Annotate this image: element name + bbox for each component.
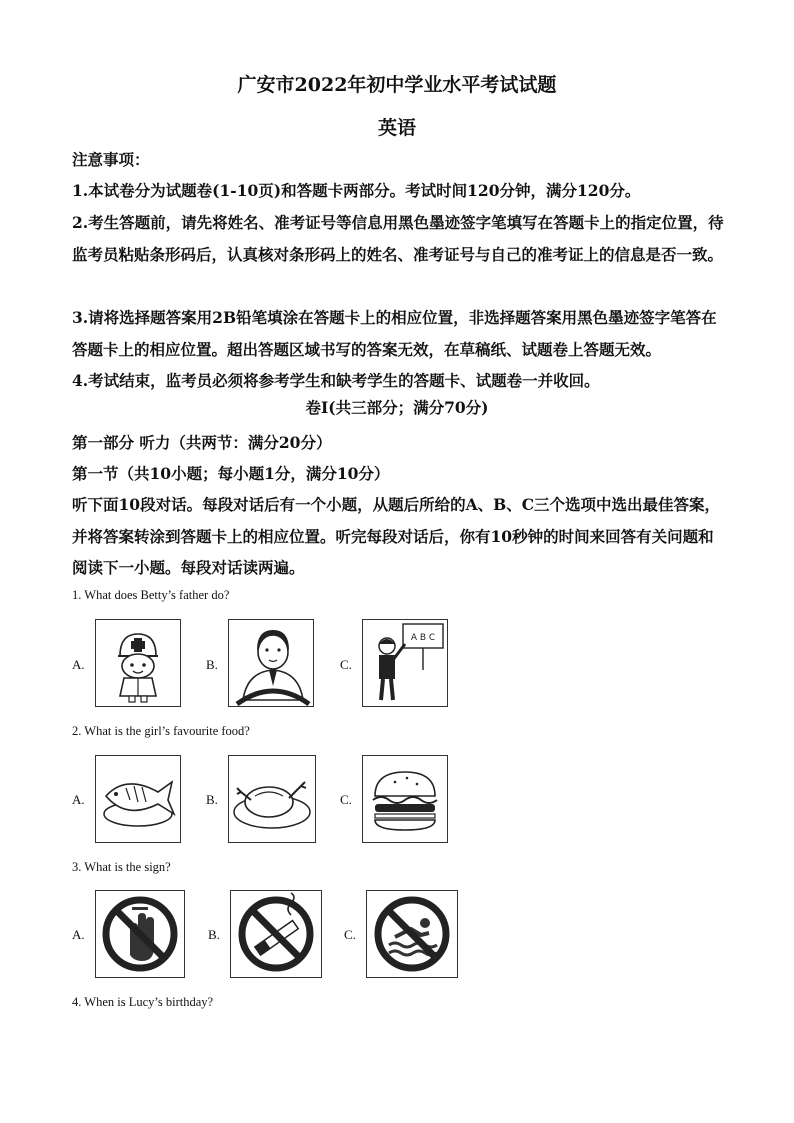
q3-option-b-label: B. bbox=[208, 927, 220, 942]
q1-option-a-label: A. bbox=[72, 657, 85, 672]
note-item-1: 1.本试卷分为试题卷(1-10页)和答题卡两部分。考试时间120分钟，满分120分。 bbox=[72, 181, 641, 200]
q3-option-a-label: A. bbox=[72, 927, 85, 942]
board-text: A B C bbox=[410, 633, 436, 643]
note-item-3: 3.请将选择题答案用2B铅笔填涂在答题卡上的相应位置，非选择题答案用黑色墨迹签字笔答在答题卡上的相应位置。超出答题区域书写的答案无效，在草稿纸、试题卷上答题无效。 bbox=[72, 308, 717, 359]
volume-heading: 卷Ⅰ(共三部分；满分70分) bbox=[305, 398, 489, 417]
q2-option-a-label: A. bbox=[72, 792, 85, 807]
hamburger-icon bbox=[362, 755, 448, 843]
question-4: 4. When is Lucy’s birthday? bbox=[72, 995, 214, 1009]
no-swimming-icon bbox=[366, 890, 458, 978]
listening-instructions: 听下面10段对话。每段对话后有一个小题，从题后所给的A、B、C三个选项中选出最佳答案，并将答案转涂到答题卡上的相应位置。听完每段对话后，你有10秒钟的时间来回答有关问题和阅读下一小题。每段对话读两遍。 bbox=[72, 495, 721, 577]
fish-icon bbox=[95, 755, 181, 843]
notes-heading: 注意事项： bbox=[72, 150, 150, 169]
doctor-icon bbox=[95, 619, 181, 707]
section1-heading: 第一节（共10小题；每小题1分，满分10分） bbox=[72, 464, 390, 483]
q2-option-b-label: B. bbox=[206, 792, 218, 807]
subject-title: 英语 bbox=[377, 117, 416, 139]
teacher-icon bbox=[362, 619, 448, 707]
exam-title: 广安市2022年初中学业水平考试试题 bbox=[237, 74, 557, 96]
driver-icon bbox=[228, 619, 314, 707]
note-item-2: 2.考生答题前，请先将姓名、准考证号等信息用黑色墨迹签字笔填写在答题卡上的指定位置，待监考员粘贴条形码后，认真核对条形码上的姓名、准考证号与自己的准考证上的信息是否一致。 bbox=[72, 213, 724, 264]
chicken-icon bbox=[228, 755, 316, 843]
question-3: 3. What is the sign? bbox=[72, 860, 171, 874]
question-1: 1. What does Betty’s father do? bbox=[72, 588, 230, 602]
no-touching-icon bbox=[95, 890, 185, 978]
note-item-4: 4.考试结束，监考员必须将参考学生和缺考学生的答题卡、试题卷一并收回。 bbox=[72, 371, 600, 390]
q1-option-c-label: C. bbox=[340, 657, 352, 672]
q3-option-c-label: C. bbox=[344, 927, 356, 942]
q1-option-b-label: B. bbox=[206, 657, 218, 672]
question-2: 2. What is the girl’s favourite food? bbox=[72, 724, 250, 738]
no-smoking-icon bbox=[230, 890, 322, 978]
q2-option-c-label: C. bbox=[340, 792, 352, 807]
part1-heading: 第一部分 听力（共两节：满分20分） bbox=[72, 433, 332, 452]
